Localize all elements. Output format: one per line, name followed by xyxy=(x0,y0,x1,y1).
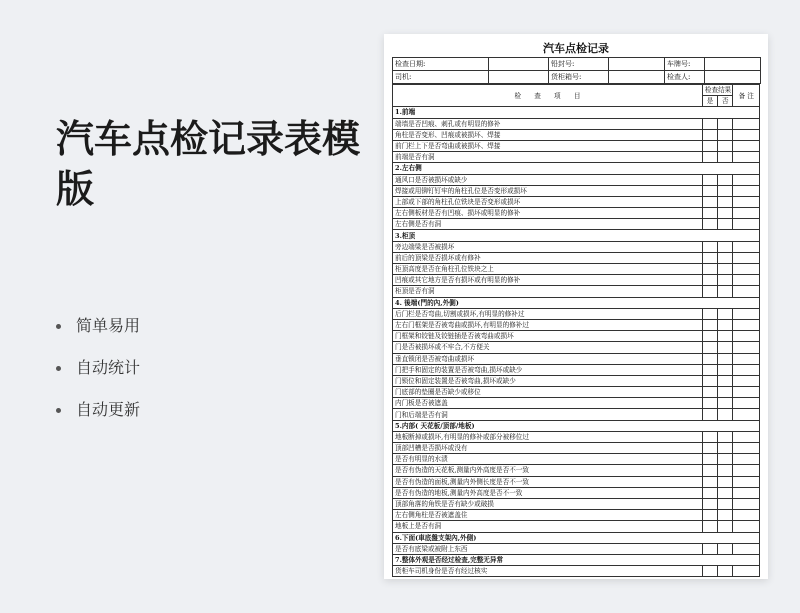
result-yes-cell xyxy=(702,353,717,364)
check-item-label: 垂直锁闭是否被弯曲或损坏 xyxy=(393,353,703,364)
result-yes-cell xyxy=(702,465,717,476)
remark-cell xyxy=(733,152,760,163)
checklist-row xyxy=(393,543,760,554)
check-item-label: 左右门框架是否被弯曲或损坏,有明显的修补过 xyxy=(393,319,703,330)
result-yes-cell xyxy=(702,331,717,342)
remark-cell xyxy=(733,454,760,465)
result-yes-cell xyxy=(702,319,717,330)
checklist-row xyxy=(393,241,760,252)
result-no-cell xyxy=(718,387,733,398)
result-yes-cell xyxy=(702,566,717,577)
document-preview xyxy=(384,34,768,579)
result-no-cell xyxy=(718,264,733,275)
remark-cell xyxy=(733,319,760,330)
section-row xyxy=(393,107,760,118)
remark-cell xyxy=(733,364,760,375)
check-item-label: 门把手和固定的装置是否被弯曲,损坏或缺少 xyxy=(393,364,703,375)
check-item-label: 端墙是否凹痕、刺孔或有明显的修补 xyxy=(393,118,703,129)
checklist-row xyxy=(393,398,760,409)
checklist-row xyxy=(393,476,760,487)
checklist-row xyxy=(393,566,760,577)
result-no-cell xyxy=(718,409,733,420)
remark-cell xyxy=(733,409,760,420)
result-yes-cell xyxy=(702,476,717,487)
remark-cell xyxy=(733,443,760,454)
checklist-row xyxy=(393,140,760,151)
section-row xyxy=(393,532,760,543)
section-title: 4. 後端(門的內,外側) xyxy=(393,297,760,308)
check-item-label: 是否有伪造的天花板,测量内外高度是否不一致 xyxy=(393,465,703,476)
result-yes-cell xyxy=(702,252,717,263)
result-yes-cell xyxy=(702,431,717,442)
checklist-row xyxy=(393,185,760,196)
check-item-label: 门框架和铰链及铰链插是否被弯曲或损坏 xyxy=(393,331,703,342)
result-no-cell xyxy=(718,275,733,286)
section-title: 3.柜顶 xyxy=(393,230,760,241)
check-item-label: 角柱是否变形、凹痕或被损坏、焊接 xyxy=(393,129,703,140)
checklist-row xyxy=(393,264,760,275)
result-no-cell xyxy=(718,375,733,386)
check-item-label: 上部或下部的角柱孔位铁块是否变形或损坏 xyxy=(393,196,703,207)
result-no-cell xyxy=(718,342,733,353)
result-no-cell xyxy=(718,465,733,476)
bullet-icon xyxy=(56,366,61,371)
remark-cell xyxy=(733,398,760,409)
result-yes-cell xyxy=(702,152,717,163)
checklist-row xyxy=(393,152,760,163)
section-title: 2.左右侧 xyxy=(393,163,760,174)
column-header-row xyxy=(393,85,760,96)
checklist-row xyxy=(393,510,760,521)
checklist-row xyxy=(393,465,760,476)
section-row xyxy=(393,163,760,174)
result-yes-cell xyxy=(702,398,717,409)
feature-label: 自动统计 xyxy=(76,358,141,377)
result-yes-cell xyxy=(702,241,717,252)
checklist-row xyxy=(393,308,760,319)
result-no-cell xyxy=(718,487,733,498)
remark-cell xyxy=(733,264,760,275)
checklist-row xyxy=(393,208,760,219)
check-item-label: 柜顶高度是否在角柱孔位铁块之上 xyxy=(393,264,703,275)
result-no-cell xyxy=(718,241,733,252)
check-item-label: 柜顶是否有洞 xyxy=(393,286,703,297)
column-header-no: 否 xyxy=(718,96,733,107)
checklist-row xyxy=(393,252,760,263)
result-yes-cell xyxy=(702,454,717,465)
result-yes-cell xyxy=(702,364,717,375)
checklist-row xyxy=(393,129,760,140)
remark-cell xyxy=(733,487,760,498)
section-row xyxy=(393,297,760,308)
result-no-cell xyxy=(718,319,733,330)
inspection-date-value xyxy=(489,58,549,71)
check-item-label: 凹痕或其它地方是否有损坏或有明显的修补 xyxy=(393,275,703,286)
checklist-row xyxy=(393,174,760,185)
checklist-table xyxy=(392,84,760,577)
result-no-cell xyxy=(718,510,733,521)
check-item-label: 左右侧角柱是否被遮盖住 xyxy=(393,510,703,521)
section-title: 1.前端 xyxy=(393,107,760,118)
check-item-label: 后门栏是否弯曲,切割或损坏,有明显的修补过 xyxy=(393,308,703,319)
result-yes-cell xyxy=(702,174,717,185)
remark-cell xyxy=(733,353,760,364)
check-item-label: 通风口是否被损坏或缺少 xyxy=(393,174,703,185)
feature-label: 自动更新 xyxy=(76,400,141,419)
remark-cell xyxy=(733,275,760,286)
header-table xyxy=(392,57,761,84)
result-no-cell xyxy=(718,364,733,375)
result-yes-cell xyxy=(702,387,717,398)
remark-cell xyxy=(733,286,760,297)
check-item-label: 门是否被损坏或不牢合,不方便关 xyxy=(393,342,703,353)
result-yes-cell xyxy=(702,342,717,353)
plate-number-label: 车牌号: xyxy=(665,58,705,71)
remark-cell xyxy=(733,129,760,140)
check-item-label: 是否有明显的水渍 xyxy=(393,454,703,465)
remark-cell xyxy=(733,375,760,386)
inspector-value xyxy=(705,71,761,84)
result-yes-cell xyxy=(702,185,717,196)
check-item-label: 顶部凹槽是否损坏或没有 xyxy=(393,443,703,454)
result-yes-cell xyxy=(702,286,717,297)
remark-cell xyxy=(733,476,760,487)
remark-cell xyxy=(733,498,760,509)
check-item-label: 前后的顶梁是否损坏或有修补 xyxy=(393,252,703,263)
result-no-cell xyxy=(718,353,733,364)
remark-cell xyxy=(733,331,760,342)
check-item-label: 货柜车司机身份是否有经过核实 xyxy=(393,566,703,577)
bullet-icon xyxy=(56,324,61,329)
document-title: 汽车点检记录 xyxy=(543,42,609,55)
remark-cell xyxy=(733,510,760,521)
column-header-yes: 是 xyxy=(702,96,717,107)
check-item-label: 左右侧板材是否有凹痕、损坏或明显的修补 xyxy=(393,208,703,219)
remark-cell xyxy=(733,521,760,532)
result-yes-cell xyxy=(702,208,717,219)
result-yes-cell xyxy=(702,275,717,286)
remark-cell xyxy=(733,252,760,263)
checklist-row xyxy=(393,331,760,342)
checklist-row xyxy=(393,409,760,420)
header-row xyxy=(393,71,761,84)
driver-label: 司机: xyxy=(393,71,489,84)
result-no-cell xyxy=(718,286,733,297)
result-no-cell xyxy=(718,219,733,230)
check-item-label: 内门板是否被遮盖 xyxy=(393,398,703,409)
result-no-cell xyxy=(718,498,733,509)
header-row xyxy=(393,58,761,71)
result-yes-cell xyxy=(702,543,717,554)
result-no-cell xyxy=(718,252,733,263)
result-yes-cell xyxy=(702,308,717,319)
container-number-value xyxy=(609,71,665,84)
result-yes-cell xyxy=(702,443,717,454)
section-row xyxy=(393,554,760,565)
check-item-label: 是否有底梁或被附上东西 xyxy=(393,543,703,554)
section-title: 6.下面(車底盤支架內,外側) xyxy=(393,532,760,543)
remark-cell xyxy=(733,196,760,207)
remark-cell xyxy=(733,174,760,185)
column-header-remark: 备 注 xyxy=(733,85,760,107)
column-header-result: 检查结果 xyxy=(702,85,733,96)
feature-label: 简单易用 xyxy=(76,316,141,335)
document-body xyxy=(392,40,760,577)
result-yes-cell xyxy=(702,118,717,129)
result-yes-cell xyxy=(702,521,717,532)
result-yes-cell xyxy=(702,498,717,509)
check-item-label: 门底部的垫圈是否缺少或移位 xyxy=(393,387,703,398)
checklist-row xyxy=(393,118,760,129)
checklist-body xyxy=(393,107,760,577)
result-no-cell xyxy=(718,566,733,577)
result-yes-cell xyxy=(702,129,717,140)
check-item-label: 是否有伪造的地板,测量内外高度是否不一致 xyxy=(393,487,703,498)
remark-cell xyxy=(733,185,760,196)
check-item-label: 左右侧是否有洞 xyxy=(393,219,703,230)
driver-value xyxy=(489,71,549,84)
check-item-label: 前端是否有洞 xyxy=(393,152,703,163)
result-no-cell xyxy=(718,196,733,207)
result-yes-cell xyxy=(702,375,717,386)
feature-list xyxy=(56,312,140,438)
check-item-label: 焊接或用铆钉钉牢的角柱孔位是否变形或损坏 xyxy=(393,185,703,196)
seal-number-value xyxy=(609,58,665,71)
result-no-cell xyxy=(718,140,733,151)
inspection-date-label: 检查日期: xyxy=(393,58,489,71)
remark-cell xyxy=(733,208,760,219)
result-yes-cell xyxy=(702,140,717,151)
result-no-cell xyxy=(718,454,733,465)
result-no-cell xyxy=(718,118,733,129)
remark-cell xyxy=(733,387,760,398)
remark-cell xyxy=(733,431,760,442)
check-item-label: 是否有伪造的面板,测量内外侧长度是否不一致 xyxy=(393,476,703,487)
result-no-cell xyxy=(718,431,733,442)
checklist-row xyxy=(393,375,760,386)
result-no-cell xyxy=(718,521,733,532)
checklist-row xyxy=(393,275,760,286)
result-no-cell xyxy=(718,331,733,342)
section-row xyxy=(393,230,760,241)
checklist-row xyxy=(393,443,760,454)
checklist-row xyxy=(393,487,760,498)
result-no-cell xyxy=(718,185,733,196)
section-title: 5.内部( 天花板/顶部/地板) xyxy=(393,420,760,431)
seal-number-label: 铅封号: xyxy=(549,58,609,71)
section-row xyxy=(393,420,760,431)
left-panel xyxy=(56,0,376,613)
bullet-icon xyxy=(56,408,61,413)
remark-cell xyxy=(733,566,760,577)
checklist-row xyxy=(393,319,760,330)
checklist-row xyxy=(393,286,760,297)
remark-cell xyxy=(733,342,760,353)
result-yes-cell xyxy=(702,219,717,230)
result-no-cell xyxy=(718,152,733,163)
check-item-label: 门锁位和固定装置是否被弯曲,损坏或缺少 xyxy=(393,375,703,386)
feature-item xyxy=(56,396,140,438)
checklist-row xyxy=(393,431,760,442)
checklist-row xyxy=(393,342,760,353)
check-item-label: 地板上是否有洞 xyxy=(393,521,703,532)
remark-cell xyxy=(733,241,760,252)
feature-item xyxy=(56,354,140,396)
result-yes-cell xyxy=(702,409,717,420)
result-yes-cell xyxy=(702,264,717,275)
result-no-cell xyxy=(718,443,733,454)
checklist-row xyxy=(393,196,760,207)
checklist-row xyxy=(393,387,760,398)
result-no-cell xyxy=(718,476,733,487)
checklist-row xyxy=(393,521,760,532)
check-item-label: 旁边端梁是否被损坏 xyxy=(393,241,703,252)
check-item-label: 门和后端是否有洞 xyxy=(393,409,703,420)
section-title: 7.整体外观是否经过检查,完整无异常 xyxy=(393,554,760,565)
remark-cell xyxy=(733,140,760,151)
container-number-label: 货柜箱号: xyxy=(549,71,609,84)
checklist-row xyxy=(393,219,760,230)
remark-cell xyxy=(733,118,760,129)
remark-cell xyxy=(733,543,760,554)
check-item-label: 顶部角落的角铁是否有缺少或破损 xyxy=(393,498,703,509)
result-no-cell xyxy=(718,308,733,319)
check-item-label: 地板断掉或损坏,有明显的修补或部分被移位过 xyxy=(393,431,703,442)
feature-item xyxy=(56,312,140,354)
result-no-cell xyxy=(718,543,733,554)
remark-cell xyxy=(733,219,760,230)
checklist-row xyxy=(393,364,760,375)
result-yes-cell xyxy=(702,510,717,521)
plate-number-value xyxy=(705,58,761,71)
result-no-cell xyxy=(718,129,733,140)
page-title: 汽车点检记录表模版 xyxy=(56,117,361,211)
remark-cell xyxy=(733,308,760,319)
result-no-cell xyxy=(718,174,733,185)
result-yes-cell xyxy=(702,487,717,498)
checklist-row xyxy=(393,353,760,364)
checklist-row xyxy=(393,454,760,465)
result-no-cell xyxy=(718,208,733,219)
column-header-item: 检 查 项 目 xyxy=(393,85,703,107)
inspector-label: 检查人: xyxy=(665,71,705,84)
check-item-label: 前门栏上下是否弯曲或被损坏、焊接 xyxy=(393,140,703,151)
checklist-row xyxy=(393,498,760,509)
remark-cell xyxy=(733,465,760,476)
result-no-cell xyxy=(718,398,733,409)
result-yes-cell xyxy=(702,196,717,207)
